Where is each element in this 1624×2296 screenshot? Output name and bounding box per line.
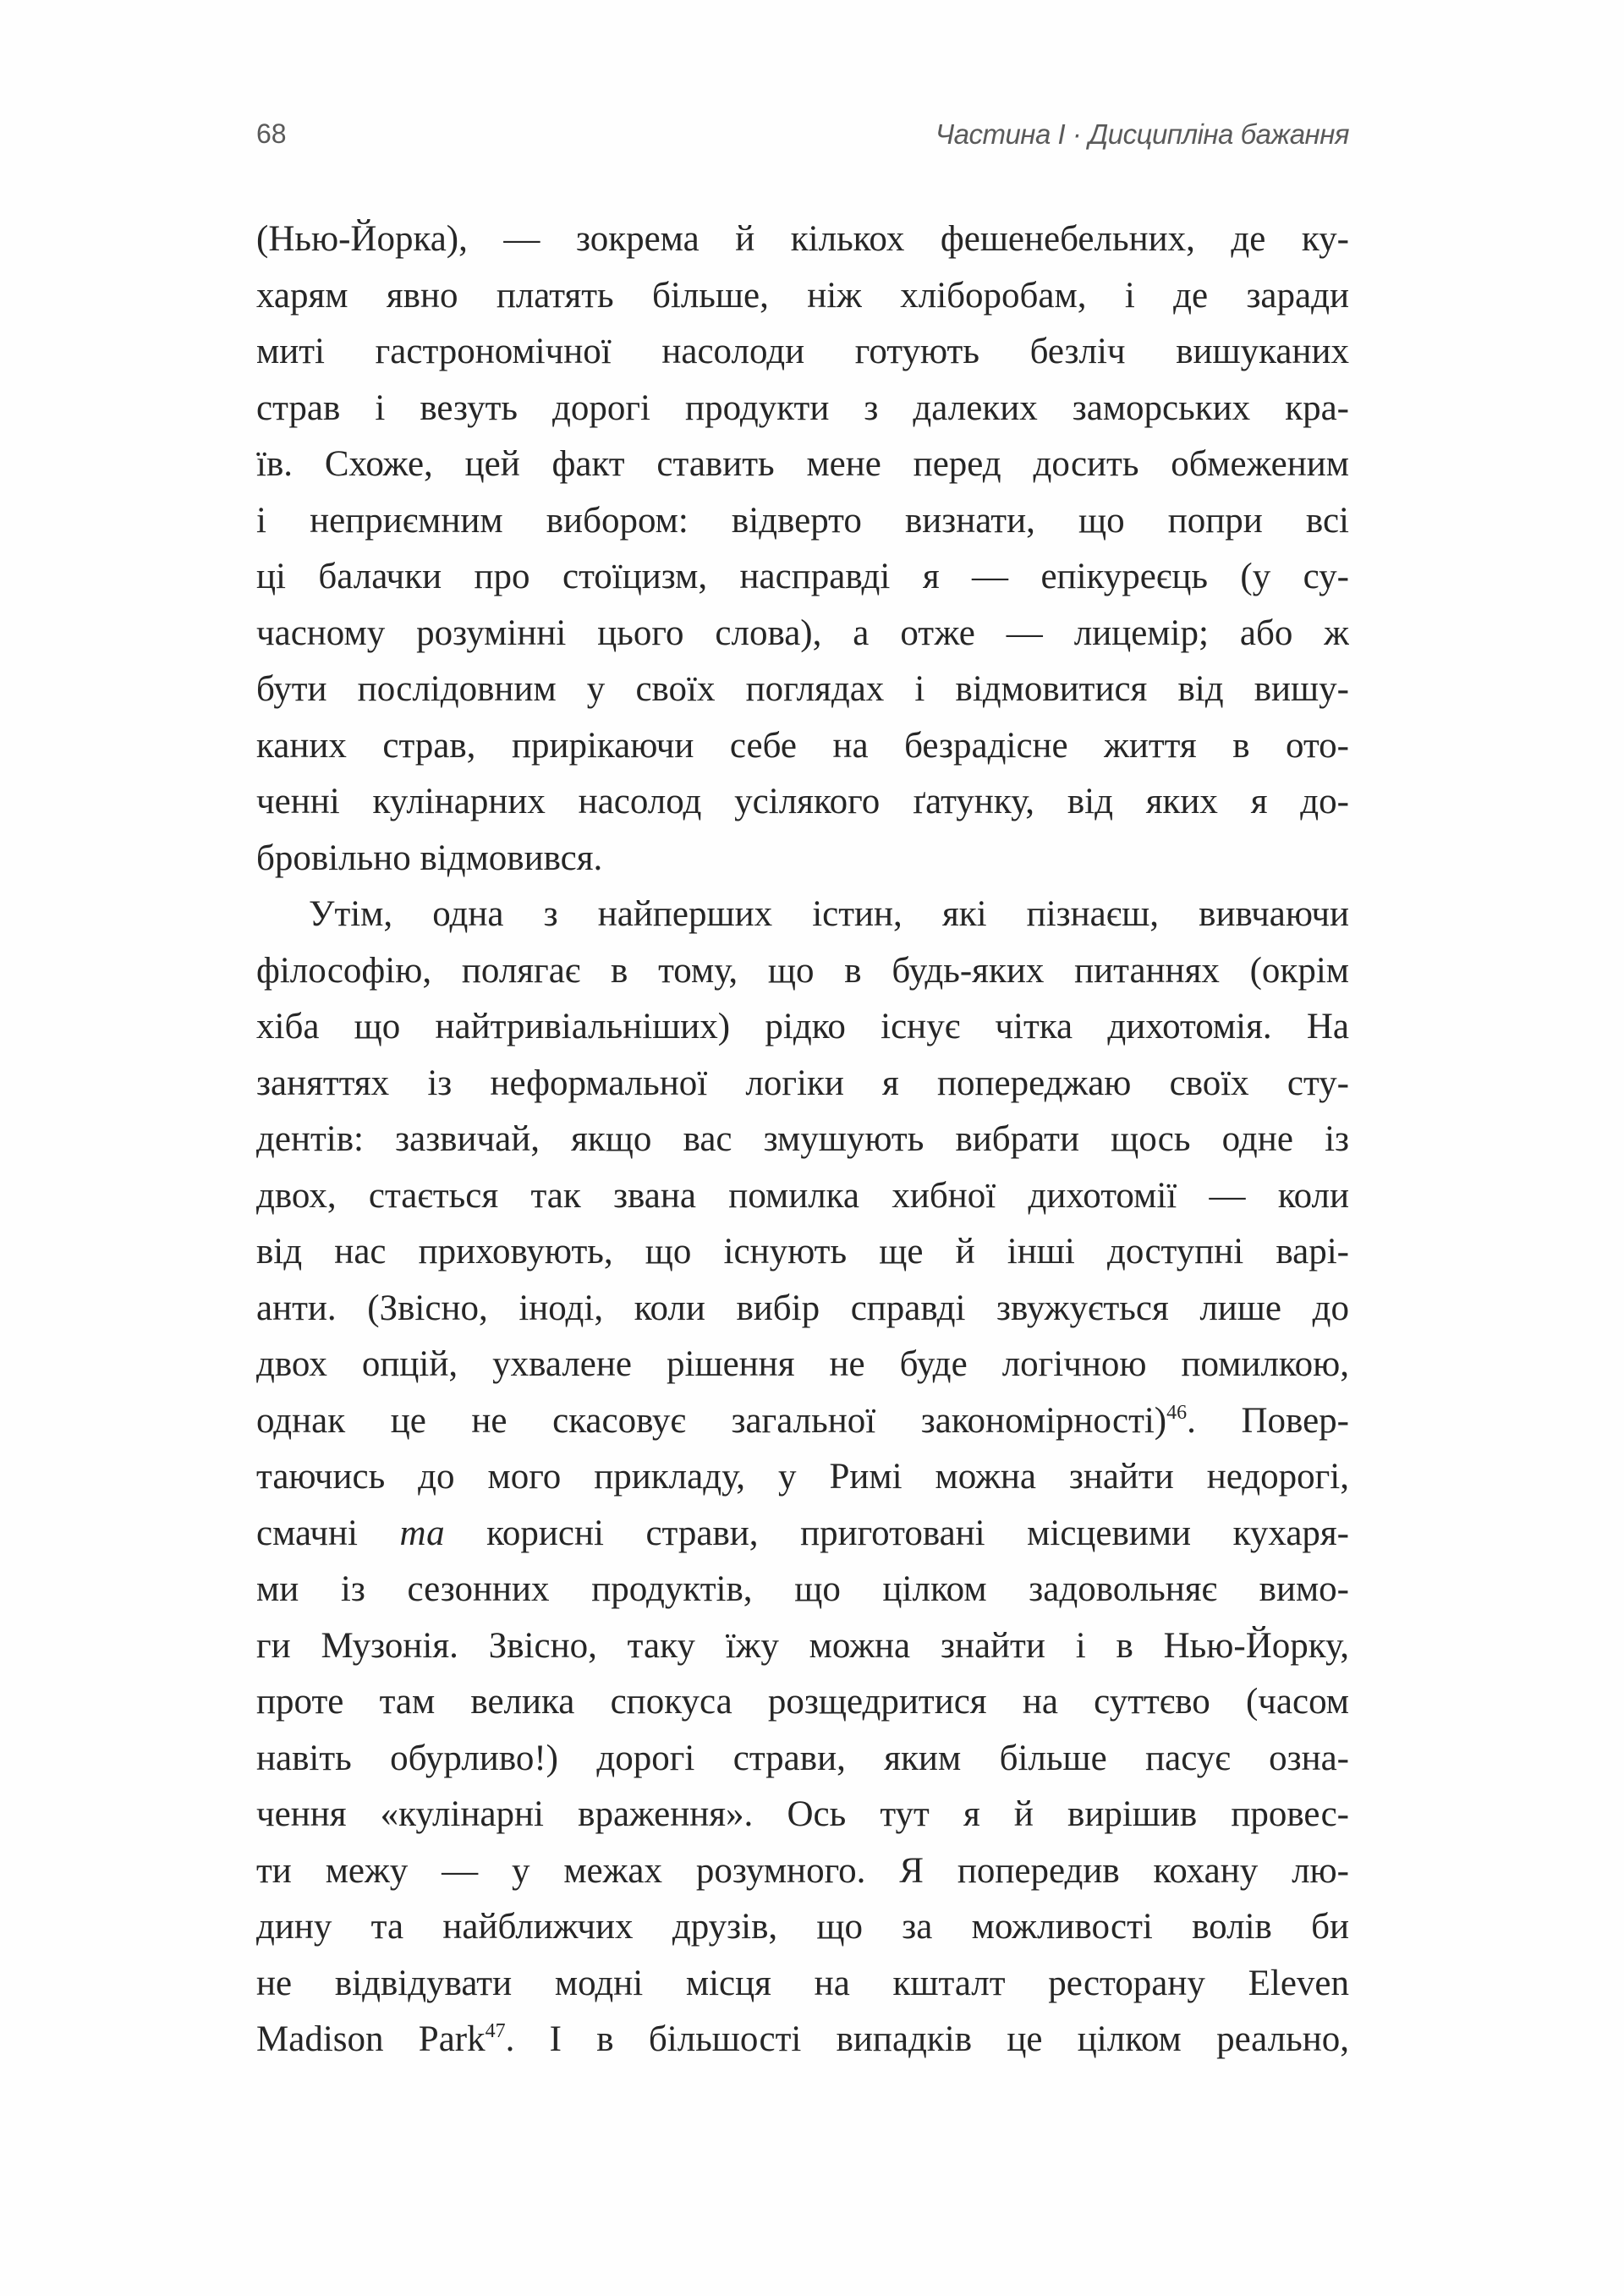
text-line [256, 1956, 1349, 2013]
text-run: миті гастрономічної насолоди готують безліч вишуканих [256, 332, 1349, 371]
text-run: смачні [256, 1513, 400, 1553]
text-run: корисні страви, приготовані місцевими кухаря- [444, 1513, 1349, 1553]
text-line [256, 1393, 1349, 1450]
text-line [256, 1506, 1349, 1563]
page-number: 68 [256, 118, 287, 149]
text-line [256, 381, 1349, 437]
text-line [256, 211, 1349, 268]
text-line [256, 1337, 1349, 1393]
text-line [256, 1731, 1349, 1788]
text-run: каних страв, прирікаючи себе на безрадісне життя в ото- [256, 725, 1349, 766]
text-run: Madison Park [256, 2019, 486, 2059]
text-line [256, 1056, 1349, 1112]
text-line [256, 887, 1349, 943]
text-line [256, 1168, 1349, 1225]
text-line [256, 662, 1349, 718]
text-run: навіть обурливо!) дорогі страви, яким більше пасує озна- [256, 1738, 1349, 1778]
text-run: двох опцій, ухвалене рішення не буде логічною помилкою, [256, 1344, 1349, 1384]
text-line [256, 268, 1349, 325]
text-run: дентів: зазвичай, якщо вас змушують вибрати щось одне із [256, 1119, 1349, 1159]
text-run: бровільно відмовився. [256, 838, 603, 878]
text-line [256, 1562, 1349, 1618]
text-line [256, 943, 1349, 1000]
text-run: двох, стається так звана помилка хибної дихотомії — коли [256, 1175, 1349, 1216]
text-line [256, 549, 1349, 606]
text-run: філософію, полягає в тому, що в будь-яких питаннях (окрім [256, 950, 1349, 991]
text-line [256, 1899, 1349, 1956]
text-line [256, 1674, 1349, 1731]
text-line [256, 2012, 1349, 2068]
text-line [256, 1618, 1349, 1675]
text-line [256, 1843, 1349, 1900]
text-line [256, 774, 1349, 831]
paragraph [256, 887, 1349, 2068]
text-run: ми із сезонних продуктів, що цілком задовольняє вимо- [256, 1569, 1349, 1609]
body-text [256, 211, 1349, 2068]
running-head [256, 118, 1349, 166]
text-line [256, 718, 1349, 775]
text-run: заняттях із неформальної логіки я попереджаю своїх сту- [256, 1063, 1349, 1103]
text-run: ги Музонія. Звісно, таку їжу можна знайти і в Нью-Йорку, [256, 1625, 1349, 1666]
text-line [256, 1449, 1349, 1506]
text-line [256, 1112, 1349, 1168]
emphasis: та [399, 1513, 445, 1553]
text-line [256, 1281, 1349, 1338]
text-run: харям явно платять більше, ніж хліборобам, і де заради [256, 275, 1349, 316]
text-line [256, 606, 1349, 662]
text-run: дину та найближчих друзів, що за можливості волів би [256, 1907, 1349, 1947]
text-run: часному розумінні цього слова), а отже — лицемір; або ж [256, 612, 1349, 653]
text-line [256, 493, 1349, 550]
text-run: не відвідувати модні місця на кшталт ресторану Eleven [256, 1963, 1349, 2003]
text-line [256, 437, 1349, 493]
text-line [256, 1224, 1349, 1281]
text-run: анти. (Звісно, іноді, коли вибір справді звужується лише до [256, 1288, 1349, 1328]
text-run: проте там велика спокуса розщедритися на суттєво (часом [256, 1682, 1349, 1722]
text-run: Утім, одна з найперших істин, які пізнаєш, вивчаючи [309, 894, 1349, 934]
text-run: їв. Схоже, цей факт ставить мене перед досить обмеженим [256, 444, 1349, 484]
text-line [256, 831, 1349, 887]
text-run: чення «кулінарні враження». Ось тут я й вирішив провес- [256, 1794, 1349, 1834]
footnote-reference: 46 [1166, 1401, 1188, 1424]
text-run: і неприємним вибором: відверто визнати, що попри всі [256, 500, 1349, 541]
text-run: таючись до мого прикладу, у Римі можна знайти недорогі, [256, 1457, 1349, 1497]
text-run: . І в більшості випадків це цілком реально, [505, 2019, 1349, 2059]
text-run: бути послідовним у своїх поглядах і відмовитися від вишу- [256, 669, 1349, 709]
footnote-reference: 47 [485, 2020, 506, 2042]
text-run: страв і везуть дорогі продукти з далеких заморських кра- [256, 387, 1349, 428]
text-line [256, 324, 1349, 381]
chapter-title: Частина І · Дисципліна бажання [935, 118, 1349, 150]
text-run: ченні кулінарних насолод усілякого ґатунку, від яких я до- [256, 782, 1349, 821]
text-run: (Нью-Йорка), — зокрема й кількох фешенебельних, де ку- [256, 219, 1349, 259]
text-run: . Повер- [1187, 1400, 1349, 1441]
text-line [256, 1787, 1349, 1843]
text-run: хіба що найтривіальніших) рідко існує чітка дихотомія. На [256, 1007, 1349, 1046]
paragraph [256, 211, 1349, 887]
text-run: ти межу — у межах розумного. Я попередив кохану лю- [256, 1850, 1349, 1891]
text-run: ці балачки про стоїцизм, насправді я — епікуреєць (у су- [256, 557, 1349, 596]
text-line [256, 999, 1349, 1056]
text-run: однак це не скасовує загальної закономірності) [256, 1400, 1167, 1441]
text-run: від нас приховують, що існують ще й інші доступні варі- [256, 1232, 1349, 1272]
